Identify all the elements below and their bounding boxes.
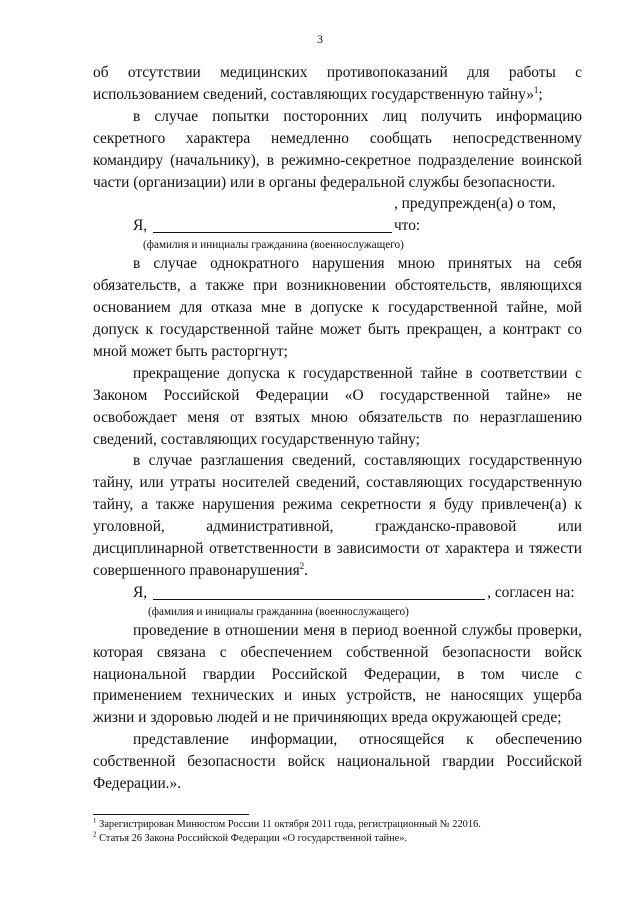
footnote-ref-2: 2 [299,560,305,571]
declaration-line-1 [93,193,582,237]
document-body [93,62,582,795]
declaration-tail-1: , предупрежден(а) о том, что: [393,195,556,235]
name-blank-field-1[interactable] [153,231,392,233]
name-blank-field-2[interactable] [153,598,485,600]
paragraph-3: в случае однократного нарушения мною принятых на себя обязательств, а также при возникновении обстоятельств, являющихся основанием для отказа мне в допуске к государственной тайне, мой допуск к государственной тайне может быть прекращен, а контракт со мной может быть расторгнут; [93,255,582,360]
footnote-1: $^1$ Зарегистрирован Минюстом России 11 октября 2011 года, регистрационный № 22016. [93,816,481,830]
declaration-ya-2: Я, [133,583,148,601]
footnote-divider [93,814,249,815]
footnote-2: $^2$ Статья 26 Закона Российской Федерации «О государственной тайне». [93,830,408,844]
paragraph-1: об отсутствии медицинских противопоказаний для работы с использованием сведений, составляющих государственную тайну»$^1$; [93,64,582,103]
declaration-ya-1: Я, [133,217,148,235]
paragraph-4: прекращение допуска к государственной тайне в соответствии с Законом Российской Федерации «О государственной тайне» не освобождает меня от взятых мною обязательств по неразглашению сведений, составляющих государственную тайну; [93,364,582,448]
paragraph-6: проведение в отношении меня в период военной службы проверки, которая связана с обеспечением собственной безопасности войск национальной гвардии Российской Федерации, в том числе с применением технических и иных устройств, не наносящих ущерба жизни и здоровью людей и не причиняющих вреда окружающей среде; [93,621,582,727]
page-number: 3 [317,32,323,46]
paragraph-5: в случае разглашения сведений, составляющих государственную тайну, или утраты носителей сведений, составляющих государственную тайну, а также нарушения режима секретности я буду привлечен(а) к уголовной, административной, гражданско-правовой или дисциплинарной ответственности в зависимости от характера и тяжести совершенного правонарушения$^2$. [93,452,582,579]
footnote-ref-1: 1 [533,84,539,95]
name-caption-2: (фамилия и инициалы гражданина (военнослужащего) [148,605,409,618]
footnotes [93,818,582,846]
name-caption-1: (фамилия и инициалы гражданина (военнослужащего) [143,239,404,252]
declaration-tail-2: , согласен на: [487,583,575,601]
paragraph-2: в случае попытки посторонних лиц получить информацию секретного характера немедленно сообщать непосредственному командиру (начальнику), в режимно-секретное подразделение воинской части (организации) или в органы федеральной службы безопасности. [93,107,582,191]
declaration-line-2 [93,582,582,604]
paragraph-7: представление информации, относящейся к обеспечению собственной безопасности войск национальной гвардии Российской Федерации.». [93,731,582,793]
